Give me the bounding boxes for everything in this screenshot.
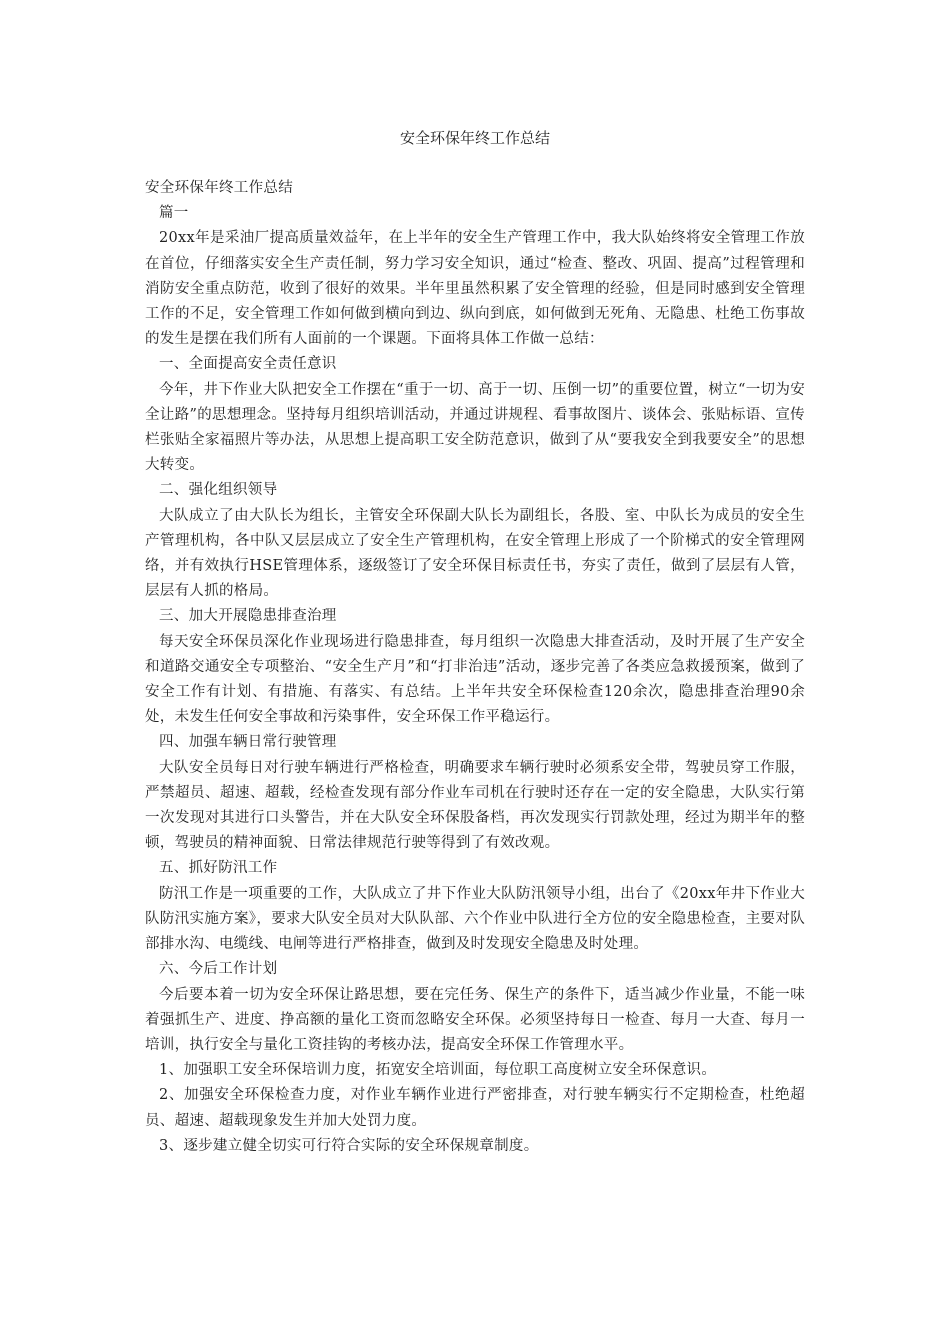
paragraph: 3、逐步建立健全切实可行符合实际的安全环保规章制度。 (159, 1137, 539, 1154)
paragraph: 今年，井下作业大队把安全工作摆在“重于一切、高于一切、压倒一切”的重要位置，树立“一切为安全让路”的思想理念。坚持每月组织培训活动，并通过讲规程、看事故图片、谈体会、张贴标语、宣传栏张贴全家福照片等办法，从思想上提高职工安全防范意识，做到了从“要我安全到我要安全”的思想大转变。 (145, 381, 805, 474)
paragraph: 今后要本着一切为安全环保让路思想，要在完任务、保生产的条件下，适当减少作业量，不能一味着强抓生产、进度、挣高额的量化工资而忽略安全环保。必须坚持每日一检查、每月一大查、每月一培训，执行安全与量化工资挂钩的考核办法，提高安全环保工作管理水平。 (145, 986, 805, 1053)
paragraph: 防汛工作是一项重要的工作，大队成立了井下作业大队防汛领导小组，出台了《20xx年井下作业大队防汛实施方案》，要求大队安全员对大队队部、六个作业中队进行全方位的安全隐患检查，主要对队部排水沟、电缆线、电闸等进行严格排查，做到及时发现安全隐患及时处理。 (145, 885, 805, 953)
paragraph: 一、全面提高安全责任意识 (159, 356, 337, 373)
paragraph: 大队安全员每日对行驶车辆进行严格检查，明确要求车辆行驶时必须系安全带，驾驶员穿工作服，严禁超员、超速、超载，经检查发现有部分作业车司机在行驶时还存在一定的安全隐患，大队实行第一次发现对其进行口头警告，并在大队安全环保股备档，再次发现实行罚款处理，经过为期半年的整顿，驾驶员的精神面貌、日常法律规范行驶等得到了有效改观。 (145, 759, 805, 852)
paragraph: 每天安全环保员深化作业现场进行隐患排查，每月组织一次隐患大排查活动，及时开展了生产安全和道路交通安全专项整治、“安全生产月”和“打非治违”活动，逐步完善了各类应急救援预案，做到了安全工作有计划、有措施、有落实、有总结。上半年共安全环保检查120余次，隐患排查治理90余处，未发生任何安全事故和污染事件，安全环保工作平稳运行。 (145, 633, 805, 726)
paragraph: 2、加强安全环保检查力度，对作业车辆作业进行严密排查，对行驶车辆实行不定期检查，杜绝超员、超速、超载现象发生并加大处罚力度。 (145, 1087, 805, 1129)
paragraph: 20xx年是采油厂提高质量效益年，在上半年的安全生产管理工作中，我大队始终将安全管理工作放在首位，仔细落实安全生产责任制，努力学习安全知识，通过“检查、整改、巩固、提高”过程管理和消防安全重点防范，收到了很好的效果。半年里虽然积累了安全管理的经验，但是同时感到安全管理工作的不足，安全管理工作如何做到横向到边、纵向到底，如何做到无死角、无隐患、杜绝工伤事故的发生是摆在我们所有人面前的一个课题。下面将具体工作做一总结： (145, 230, 805, 348)
paragraph: 三、加大开展隐患排查治理 (159, 608, 337, 625)
paragraph: 篇一 (159, 205, 189, 222)
paragraph: 四、加强车辆日常行驶管理 (159, 734, 337, 751)
paragraph: 二、强化组织领导 (159, 482, 278, 499)
paragraph: 六、今后工作计划 (159, 961, 278, 978)
section-heading: 安全环保年终工作总结 (145, 180, 293, 196)
paragraph: 五、抓好防汛工作 (159, 860, 278, 877)
paragraph: 1、加强职工安全环保培训力度，拓宽安全培训面，每位职工高度树立安全环保意识。 (159, 1062, 717, 1079)
document-title: 安全环保年终工作总结 (399, 129, 550, 147)
document-body (145, 176, 805, 1159)
paragraph: 大队成立了由大队长为组长，主管安全环保副大队长为副组长，各股、室、中队长为成员的安全生产管理机构，各中队又层层成立了安全生产管理机构，在安全管理上形成了一个阶梯式的安全管理网络，并有效执行HSE管理体系，逐级签订了安全环保目标责任书，夯实了责任，做到了层层有人管，层层有人抓的格局。 (145, 507, 805, 600)
